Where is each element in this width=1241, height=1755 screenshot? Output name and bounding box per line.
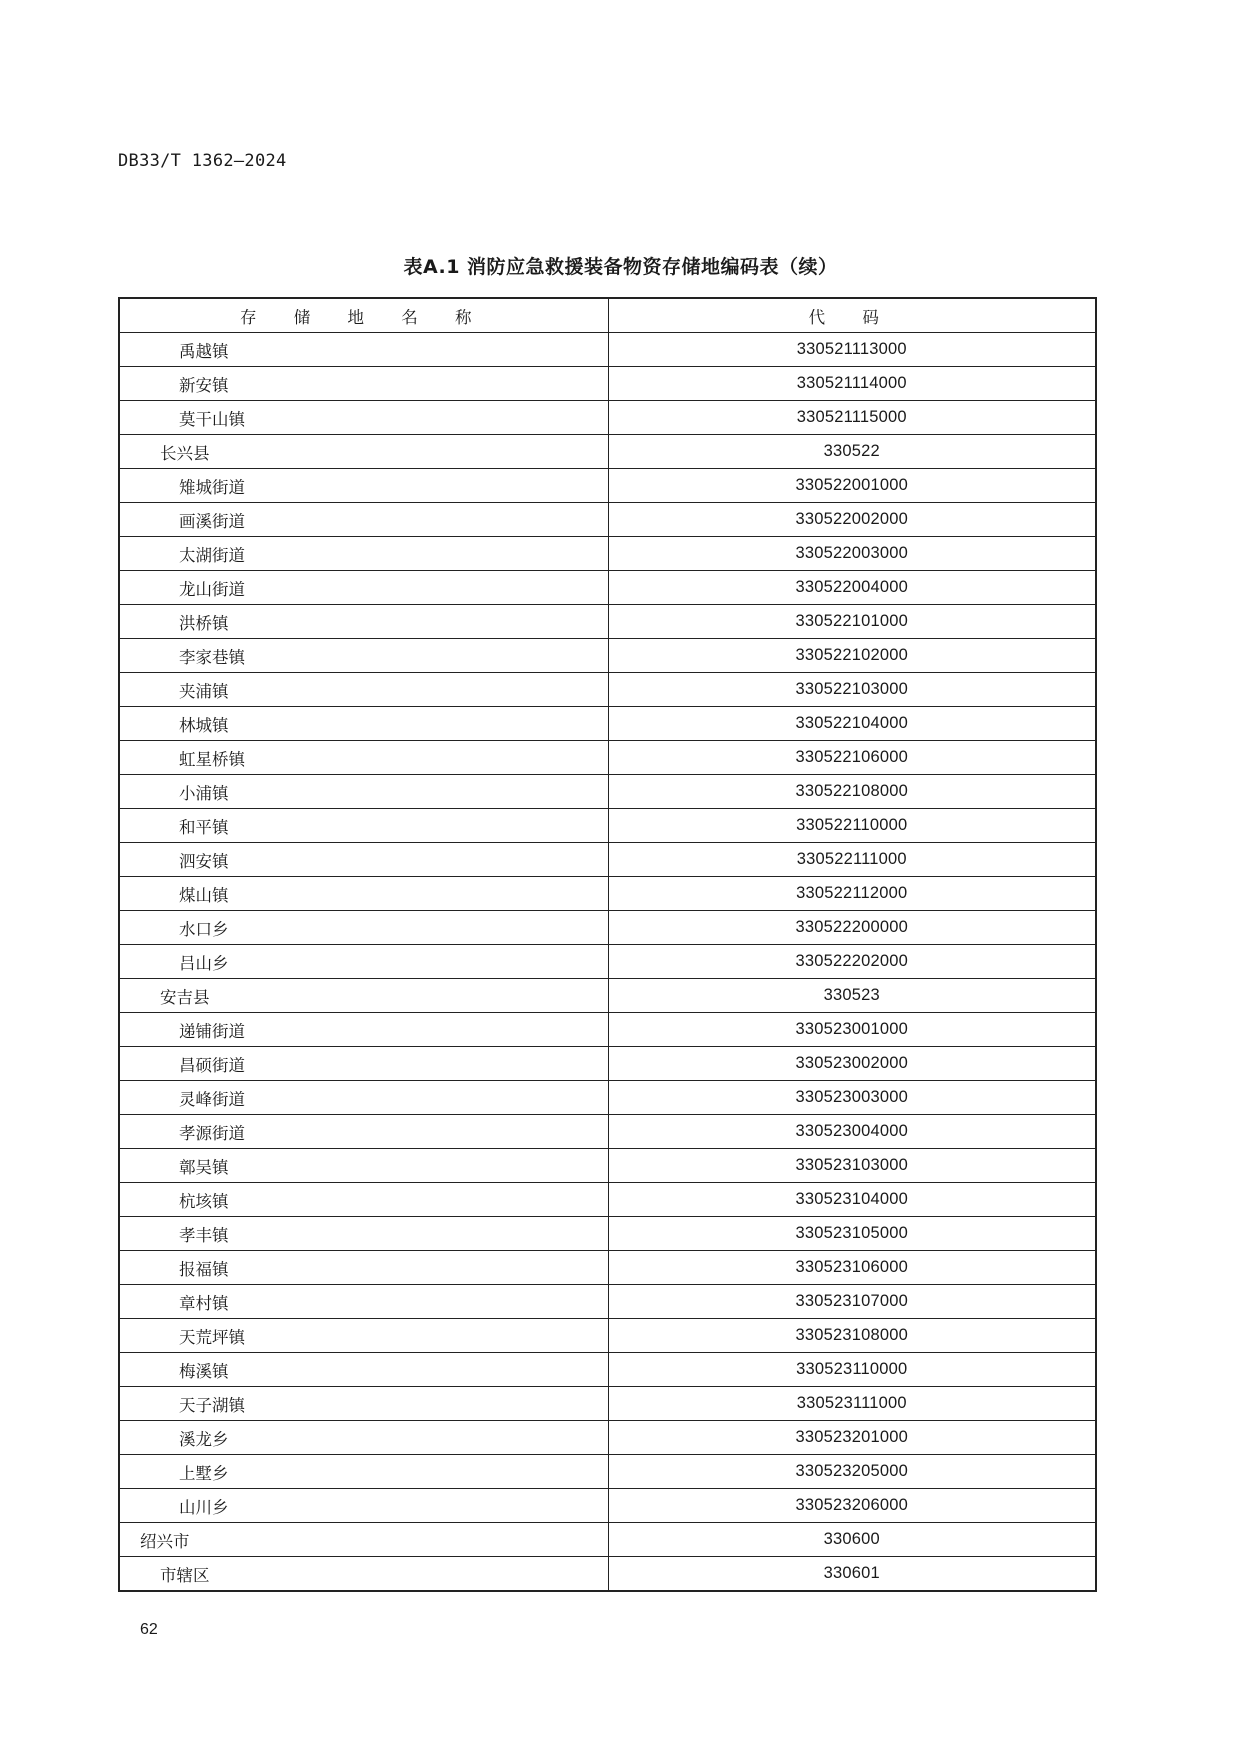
document-id: DB33/T 1362—2024 bbox=[118, 151, 287, 171]
location-name-cell: 洪桥镇 bbox=[119, 605, 608, 639]
table-row bbox=[119, 1489, 1096, 1523]
location-code-cell: 330523103000 bbox=[608, 1149, 1096, 1183]
table-row bbox=[119, 979, 1096, 1013]
table-row bbox=[119, 707, 1096, 741]
location-name-cell: 夹浦镇 bbox=[119, 673, 608, 707]
location-name-cell: 林城镇 bbox=[119, 707, 608, 741]
table-row bbox=[119, 1353, 1096, 1387]
table-row bbox=[119, 367, 1096, 401]
location-name-cell: 雉城街道 bbox=[119, 469, 608, 503]
table-row bbox=[119, 503, 1096, 537]
storage-code-table bbox=[118, 297, 1097, 1592]
location-code-cell: 330522003000 bbox=[608, 537, 1096, 571]
column-header-code: 代 码 bbox=[608, 298, 1096, 333]
location-code-cell: 330522 bbox=[608, 435, 1096, 469]
location-code-cell: 330523002000 bbox=[608, 1047, 1096, 1081]
table-row bbox=[119, 1387, 1096, 1421]
location-name-cell: 孝源街道 bbox=[119, 1115, 608, 1149]
location-code-cell: 330522002000 bbox=[608, 503, 1096, 537]
table-row bbox=[119, 1047, 1096, 1081]
table-row bbox=[119, 911, 1096, 945]
location-name-cell: 泗安镇 bbox=[119, 843, 608, 877]
location-name-cell: 报福镇 bbox=[119, 1251, 608, 1285]
location-code-cell: 330522111000 bbox=[608, 843, 1096, 877]
location-code-cell: 330522102000 bbox=[608, 639, 1096, 673]
table-row bbox=[119, 741, 1096, 775]
table-row bbox=[119, 605, 1096, 639]
location-code-cell: 330521114000 bbox=[608, 367, 1096, 401]
location-code-cell: 330523105000 bbox=[608, 1217, 1096, 1251]
location-name-cell: 梅溪镇 bbox=[119, 1353, 608, 1387]
location-code-cell: 330522202000 bbox=[608, 945, 1096, 979]
table-row bbox=[119, 877, 1096, 911]
location-name-cell: 新安镇 bbox=[119, 367, 608, 401]
location-code-cell: 330523001000 bbox=[608, 1013, 1096, 1047]
table-body bbox=[119, 333, 1096, 1592]
table-row bbox=[119, 1081, 1096, 1115]
location-code-cell: 330523 bbox=[608, 979, 1096, 1013]
table-row bbox=[119, 1251, 1096, 1285]
location-name-cell: 溪龙乡 bbox=[119, 1421, 608, 1455]
location-name-cell: 灵峰街道 bbox=[119, 1081, 608, 1115]
location-name-cell: 吕山乡 bbox=[119, 945, 608, 979]
location-name-cell: 小浦镇 bbox=[119, 775, 608, 809]
location-code-cell: 330522101000 bbox=[608, 605, 1096, 639]
location-code-cell: 330522110000 bbox=[608, 809, 1096, 843]
location-code-cell: 330522200000 bbox=[608, 911, 1096, 945]
column-header-name: 存 储 地 名 称 bbox=[119, 298, 608, 333]
table-row bbox=[119, 469, 1096, 503]
table-row bbox=[119, 843, 1096, 877]
table-row bbox=[119, 1319, 1096, 1353]
table-row bbox=[119, 1421, 1096, 1455]
location-code-cell: 330522004000 bbox=[608, 571, 1096, 605]
location-name-cell: 长兴县 bbox=[119, 435, 608, 469]
table-row bbox=[119, 333, 1096, 367]
table-row bbox=[119, 571, 1096, 605]
location-name-cell: 绍兴市 bbox=[119, 1523, 608, 1557]
table-title: 表A.1 消防应急救援装备物资存储地编码表（续） bbox=[403, 256, 838, 278]
location-code-cell: 330522001000 bbox=[608, 469, 1096, 503]
location-name-cell: 禹越镇 bbox=[119, 333, 608, 367]
table-row bbox=[119, 639, 1096, 673]
location-code-cell: 330600 bbox=[608, 1523, 1096, 1557]
table-row bbox=[119, 945, 1096, 979]
location-code-cell: 330523106000 bbox=[608, 1251, 1096, 1285]
location-name-cell: 安吉县 bbox=[119, 979, 608, 1013]
location-code-cell: 330523110000 bbox=[608, 1353, 1096, 1387]
location-name-cell: 煤山镇 bbox=[119, 877, 608, 911]
location-code-cell: 330523205000 bbox=[608, 1455, 1096, 1489]
table-row bbox=[119, 1557, 1096, 1592]
location-code-cell: 330523104000 bbox=[608, 1183, 1096, 1217]
location-code-cell: 330523004000 bbox=[608, 1115, 1096, 1149]
location-name-cell: 李家巷镇 bbox=[119, 639, 608, 673]
table-row bbox=[119, 1149, 1096, 1183]
location-name-cell: 山川乡 bbox=[119, 1489, 608, 1523]
table-row bbox=[119, 1115, 1096, 1149]
table-row bbox=[119, 1523, 1096, 1557]
location-name-cell: 莫干山镇 bbox=[119, 401, 608, 435]
location-name-cell: 章村镇 bbox=[119, 1285, 608, 1319]
location-code-cell: 330521113000 bbox=[608, 333, 1096, 367]
location-name-cell: 画溪街道 bbox=[119, 503, 608, 537]
location-name-cell: 递铺街道 bbox=[119, 1013, 608, 1047]
table-row bbox=[119, 673, 1096, 707]
table-row bbox=[119, 435, 1096, 469]
location-name-cell: 上墅乡 bbox=[119, 1455, 608, 1489]
location-name-cell: 杭垓镇 bbox=[119, 1183, 608, 1217]
location-code-cell: 330523003000 bbox=[608, 1081, 1096, 1115]
page-number: 62 bbox=[140, 1621, 158, 1638]
location-name-cell: 天子湖镇 bbox=[119, 1387, 608, 1421]
location-name-cell: 孝丰镇 bbox=[119, 1217, 608, 1251]
location-name-cell: 虹星桥镇 bbox=[119, 741, 608, 775]
table-row bbox=[119, 775, 1096, 809]
location-name-cell: 鄣吴镇 bbox=[119, 1149, 608, 1183]
location-name-cell: 和平镇 bbox=[119, 809, 608, 843]
location-code-cell: 330601 bbox=[608, 1557, 1096, 1592]
table-row bbox=[119, 1217, 1096, 1251]
location-name-cell: 昌硕街道 bbox=[119, 1047, 608, 1081]
location-code-cell: 330523201000 bbox=[608, 1421, 1096, 1455]
location-code-cell: 330522106000 bbox=[608, 741, 1096, 775]
table-row bbox=[119, 1183, 1096, 1217]
location-code-cell: 330522108000 bbox=[608, 775, 1096, 809]
location-code-cell: 330522112000 bbox=[608, 877, 1096, 911]
location-code-cell: 330522104000 bbox=[608, 707, 1096, 741]
table-header-row bbox=[119, 298, 1096, 333]
location-name-cell: 太湖街道 bbox=[119, 537, 608, 571]
location-name-cell: 天荒坪镇 bbox=[119, 1319, 608, 1353]
table-row bbox=[119, 401, 1096, 435]
location-code-cell: 330523107000 bbox=[608, 1285, 1096, 1319]
location-code-cell: 330523111000 bbox=[608, 1387, 1096, 1421]
table-row bbox=[119, 1455, 1096, 1489]
location-code-cell: 330522103000 bbox=[608, 673, 1096, 707]
table-row bbox=[119, 1285, 1096, 1319]
location-code-cell: 330523108000 bbox=[608, 1319, 1096, 1353]
location-code-cell: 330523206000 bbox=[608, 1489, 1096, 1523]
location-name-cell: 龙山街道 bbox=[119, 571, 608, 605]
table-row bbox=[119, 1013, 1096, 1047]
location-name-cell: 市辖区 bbox=[119, 1557, 608, 1592]
table-row bbox=[119, 809, 1096, 843]
location-code-cell: 330521115000 bbox=[608, 401, 1096, 435]
table-row bbox=[119, 537, 1096, 571]
location-name-cell: 水口乡 bbox=[119, 911, 608, 945]
